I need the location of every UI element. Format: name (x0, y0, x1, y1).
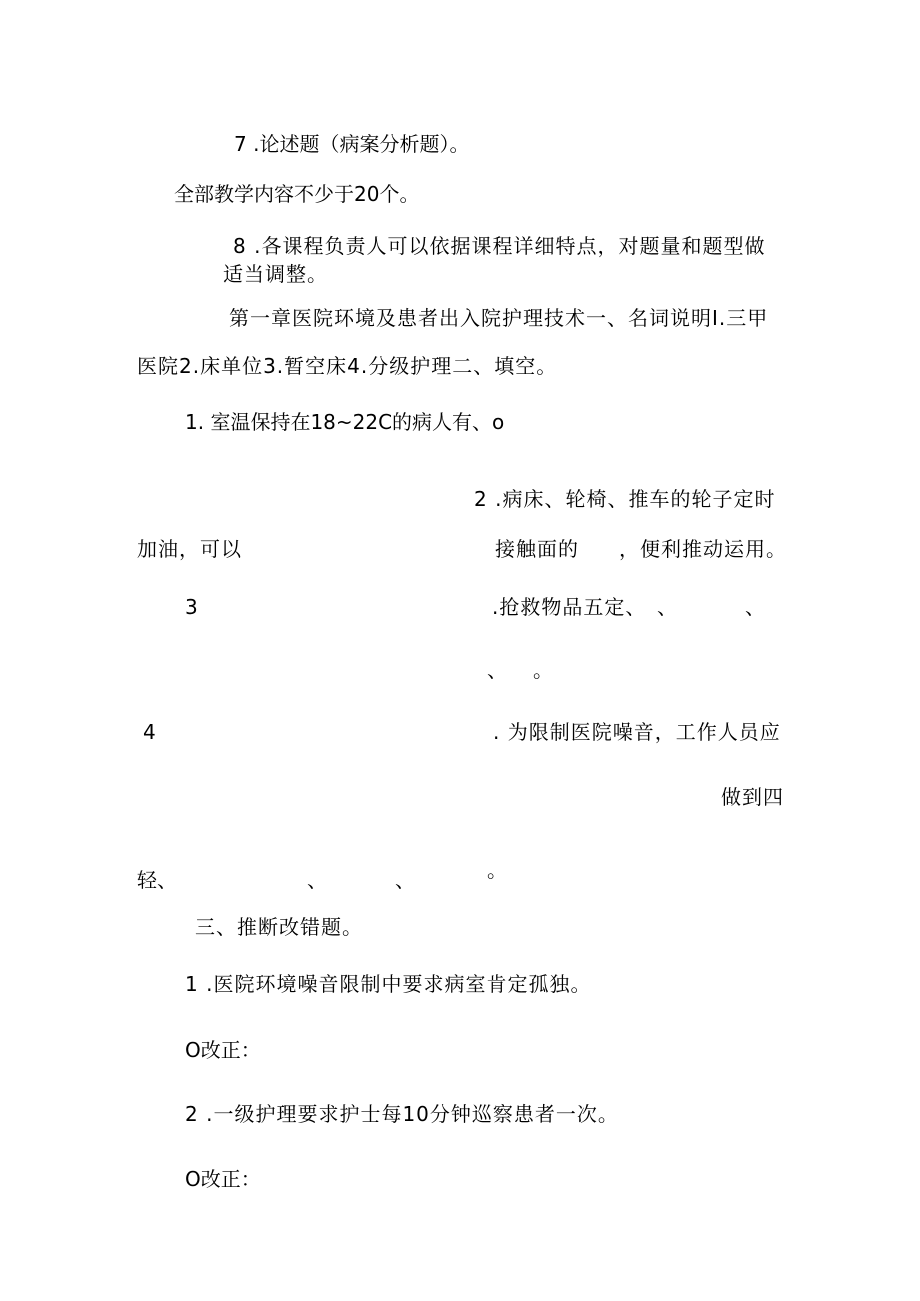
fill-q1: 1. 室温保持在18~22C的病人有、o (185, 410, 505, 434)
fill-q4-cont: 做到四 (721, 785, 784, 809)
judge-q2-correction: O改正： (185, 1167, 261, 1191)
judge-q2: 2 .一级护理要求护士每10分钟巡察患者一次。 (185, 1102, 619, 1126)
fill-q3-sep-3: 、 (487, 658, 507, 682)
chapter-1-terms: 医院2.床单位3.暂空床4.分级护理二、填空。 (137, 354, 558, 378)
fill-q3-end: 。 (533, 658, 553, 682)
item-8-adjust: 8 .各课程负责人可以依据课程详细特点，对题量和题型做 (233, 234, 766, 258)
fill-q4-number: 4 (143, 720, 156, 744)
content-count-note: 全部教学内容不少于20个。 (174, 182, 420, 206)
judge-q1: 1 .医院环境噪音限制中要求病室肯定孤独。 (185, 972, 592, 996)
section-judge-heading: 三、推断改错题。 (195, 915, 363, 939)
fill-q2-cont-b: 接触面的 (495, 537, 579, 561)
judge-q1-correction: O改正： (185, 1038, 261, 1062)
fill-q3-sep-2: 、 (745, 595, 765, 619)
fill-q4-sep-1: 、 (307, 868, 327, 892)
fill-q4-light: 轻、 (137, 868, 177, 892)
chapter-1-heading: 第一章医院环境及患者出入院护理技术一、名词说明I.三甲 (229, 306, 769, 330)
fill-q4-sep-2: 、 (395, 868, 415, 892)
fill-q2-cont-a: 加油，可以 (137, 537, 242, 561)
fill-q2-cont-c: ，便利推动运用。 (619, 537, 787, 561)
fill-q3: .抢救物品五定、 (492, 595, 647, 619)
fill-q4: . 为限制医院噪音，工作人员应 (493, 720, 781, 744)
fill-q3-number: 3 (185, 595, 198, 619)
fill-q2: 2 .病床、轮椅、推车的轮子定时 (474, 487, 776, 511)
fill-q4-end: 。 (487, 858, 507, 882)
item-8-adjust-cont: 适当调整。 (223, 262, 328, 286)
fill-q3-sep-1: 、 (657, 595, 677, 619)
item-7-essay: 7 .论述题（病案分析题）。 (234, 132, 470, 156)
